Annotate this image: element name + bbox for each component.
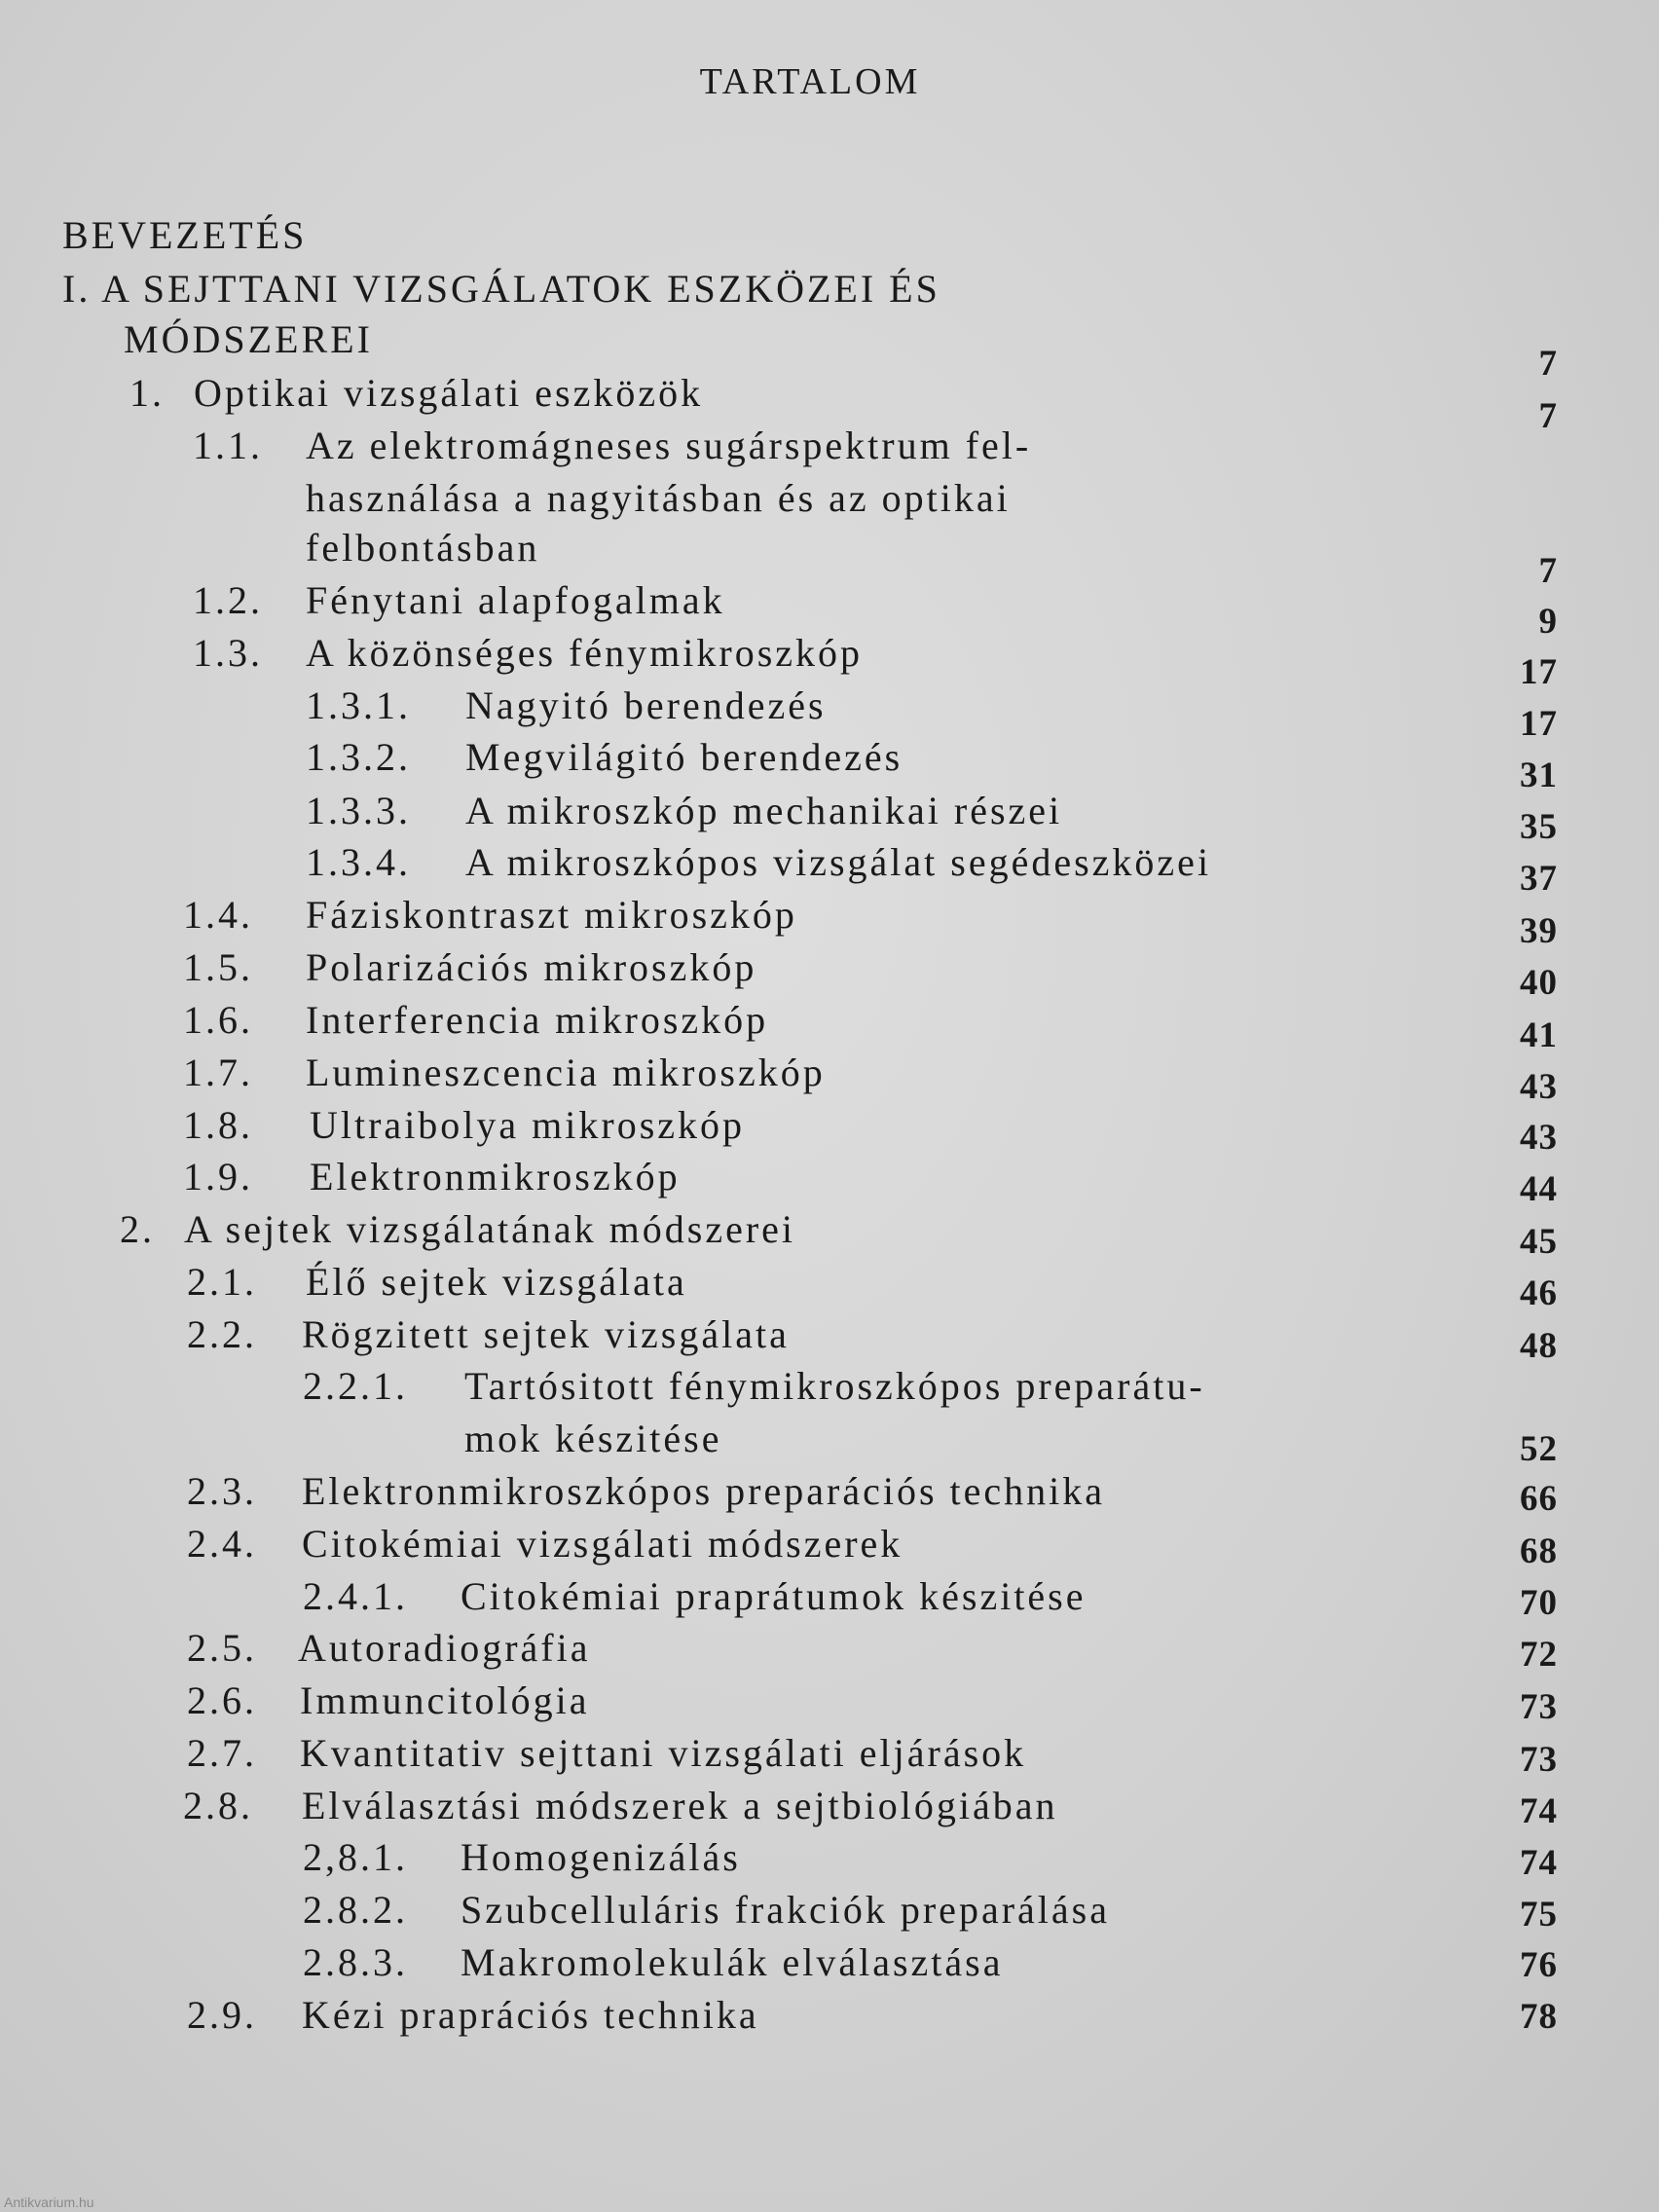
page-number: 73 <box>1520 1740 1558 1780</box>
page-number: 68 <box>1520 1531 1558 1571</box>
toc-entry-1-3: 1.3. A közönséges fénymikroszkóp <box>193 631 864 675</box>
page-number: 76 <box>1520 1945 1558 1985</box>
page-number: 9 <box>1538 602 1558 642</box>
page-number: 7 <box>1538 551 1558 591</box>
toc-entry-2-2-1: 2.2.1. Tartósitott fénymikroszkópos preparátu- <box>303 1364 1205 1408</box>
page-number: 66 <box>1520 1479 1558 1519</box>
toc-entry-2-4: 2.4. Citokémiai vizsgálati módszerek <box>187 1522 903 1566</box>
toc-entry-2-1: 2.1. Élő sejtek vizsgálata <box>187 1260 687 1304</box>
page-title: TARTALOM <box>699 61 921 102</box>
toc-entry-1-9: 1.9. Elektronmikroszkóp <box>183 1155 681 1198</box>
page-number: 37 <box>1520 859 1558 899</box>
toc-entry-2-4-1: 2.4.1. Citokémiai praprátumok készitése <box>303 1574 1087 1618</box>
page-number: 40 <box>1520 963 1558 1003</box>
page-number: 46 <box>1520 1273 1558 1313</box>
toc-entry-1-1-cont-b: felbontásban <box>306 526 540 570</box>
toc-entry-2-2-1-cont: mok készitése <box>464 1417 722 1460</box>
page-number: 39 <box>1520 911 1558 951</box>
page-number: 52 <box>1520 1429 1558 1469</box>
watermark: Antikvarium.hu <box>4 2194 94 2210</box>
toc-entry-1-1: 1.1. Az elektromágneses sugárspektrum fel- <box>193 424 1032 467</box>
toc-entry-bevezetes: BEVEZETÉS <box>62 213 308 257</box>
toc-entry-2-9: 2.9. Kézi praprációs technika <box>187 1993 759 2037</box>
toc-entry-2-8-1: 2,8.1. Homogenizálás <box>303 1835 741 1879</box>
page-number: 70 <box>1520 1583 1558 1623</box>
toc-entry-1-7: 1.7. Lumineszcencia mikroszkóp <box>183 1051 826 1094</box>
page-number: 45 <box>1520 1222 1558 1262</box>
toc-entry-1-6: 1.6. Interferencia mikroszkóp <box>183 998 769 1042</box>
page-number: 44 <box>1520 1169 1558 1209</box>
toc-entry-1-3-2: 1.3.2. Megvilágitó berendezés <box>306 735 903 779</box>
page-number: 35 <box>1520 807 1558 847</box>
page-number: 7 <box>1538 396 1558 436</box>
page-number: 74 <box>1520 1843 1558 1883</box>
toc-entry-1-3-4: 1.3.4. A mikroszkópos vizsgálat segédeszközei <box>306 840 1212 884</box>
toc-entry-chapter-1-cont: MÓDSZEREI <box>124 317 373 361</box>
toc-entry-2-8-3: 2.8.3. Makromolekulák elválasztása <box>303 1940 1004 1984</box>
toc-entry-chapter-1: I. A SEJTTANI VIZSGÁLATOK ESZKÖZEI ÉS <box>62 267 940 311</box>
toc-entry-2-7: 2.7. Kvantitativ sejttani vizsgálati eljárások <box>187 1731 1027 1775</box>
page-number: 17 <box>1520 704 1558 744</box>
toc-entry-1-8: 1.8. Ultraibolya mikroszkóp <box>183 1103 746 1147</box>
toc-entry-2-3: 2.3. Elektronmikroszkópos preparációs technika <box>187 1469 1105 1513</box>
toc-entry-2-8: 2.8. Elválasztási módszerek a sejtbiológiában <box>183 1784 1058 1827</box>
toc-entry-1-5: 1.5. Polarizációs mikroszkóp <box>183 945 757 989</box>
page-number: 43 <box>1520 1067 1558 1107</box>
toc-entry-2-2: 2.2. Rögzitett sejtek vizsgálata <box>187 1312 790 1356</box>
toc-entry-1: 1. Optikai vizsgálati eszközök <box>129 371 704 415</box>
toc-entry-1-3-3: 1.3.3. A mikroszkóp mechanikai részei <box>306 789 1063 832</box>
toc-entry-2-6: 2.6. Immuncitológia <box>187 1678 590 1722</box>
page-number: 74 <box>1520 1791 1558 1831</box>
page-number: 43 <box>1520 1118 1558 1158</box>
toc-entry-2: 2. A sejtek vizsgálatának módszerei <box>120 1207 796 1251</box>
page-number: 72 <box>1520 1635 1558 1675</box>
page-number: 17 <box>1520 652 1558 692</box>
page-number: 78 <box>1520 1997 1558 2037</box>
toc-entry-1-2: 1.2. Fénytani alapfogalmak <box>193 578 725 622</box>
page-number: 75 <box>1520 1895 1558 1935</box>
toc-entry-1-1-cont-a: használása a nagyitásban és az optikai <box>306 476 1011 520</box>
toc-entry-1-3-1: 1.3.1. Nagyitó berendezés <box>306 683 827 727</box>
page-number: 31 <box>1520 756 1558 795</box>
page-number: 41 <box>1520 1015 1558 1055</box>
page-number: 48 <box>1520 1326 1558 1366</box>
toc-entry-2-8-2: 2.8.2. Szubcelluláris frakciók preparálása <box>303 1888 1110 1932</box>
toc-entry-1-4: 1.4. Fáziskontraszt mikroszkóp <box>183 893 797 937</box>
toc-entry-2-5: 2.5. Autoradiográfia <box>187 1626 591 1670</box>
page-number: 73 <box>1520 1687 1558 1727</box>
page-number: 7 <box>1538 344 1558 384</box>
